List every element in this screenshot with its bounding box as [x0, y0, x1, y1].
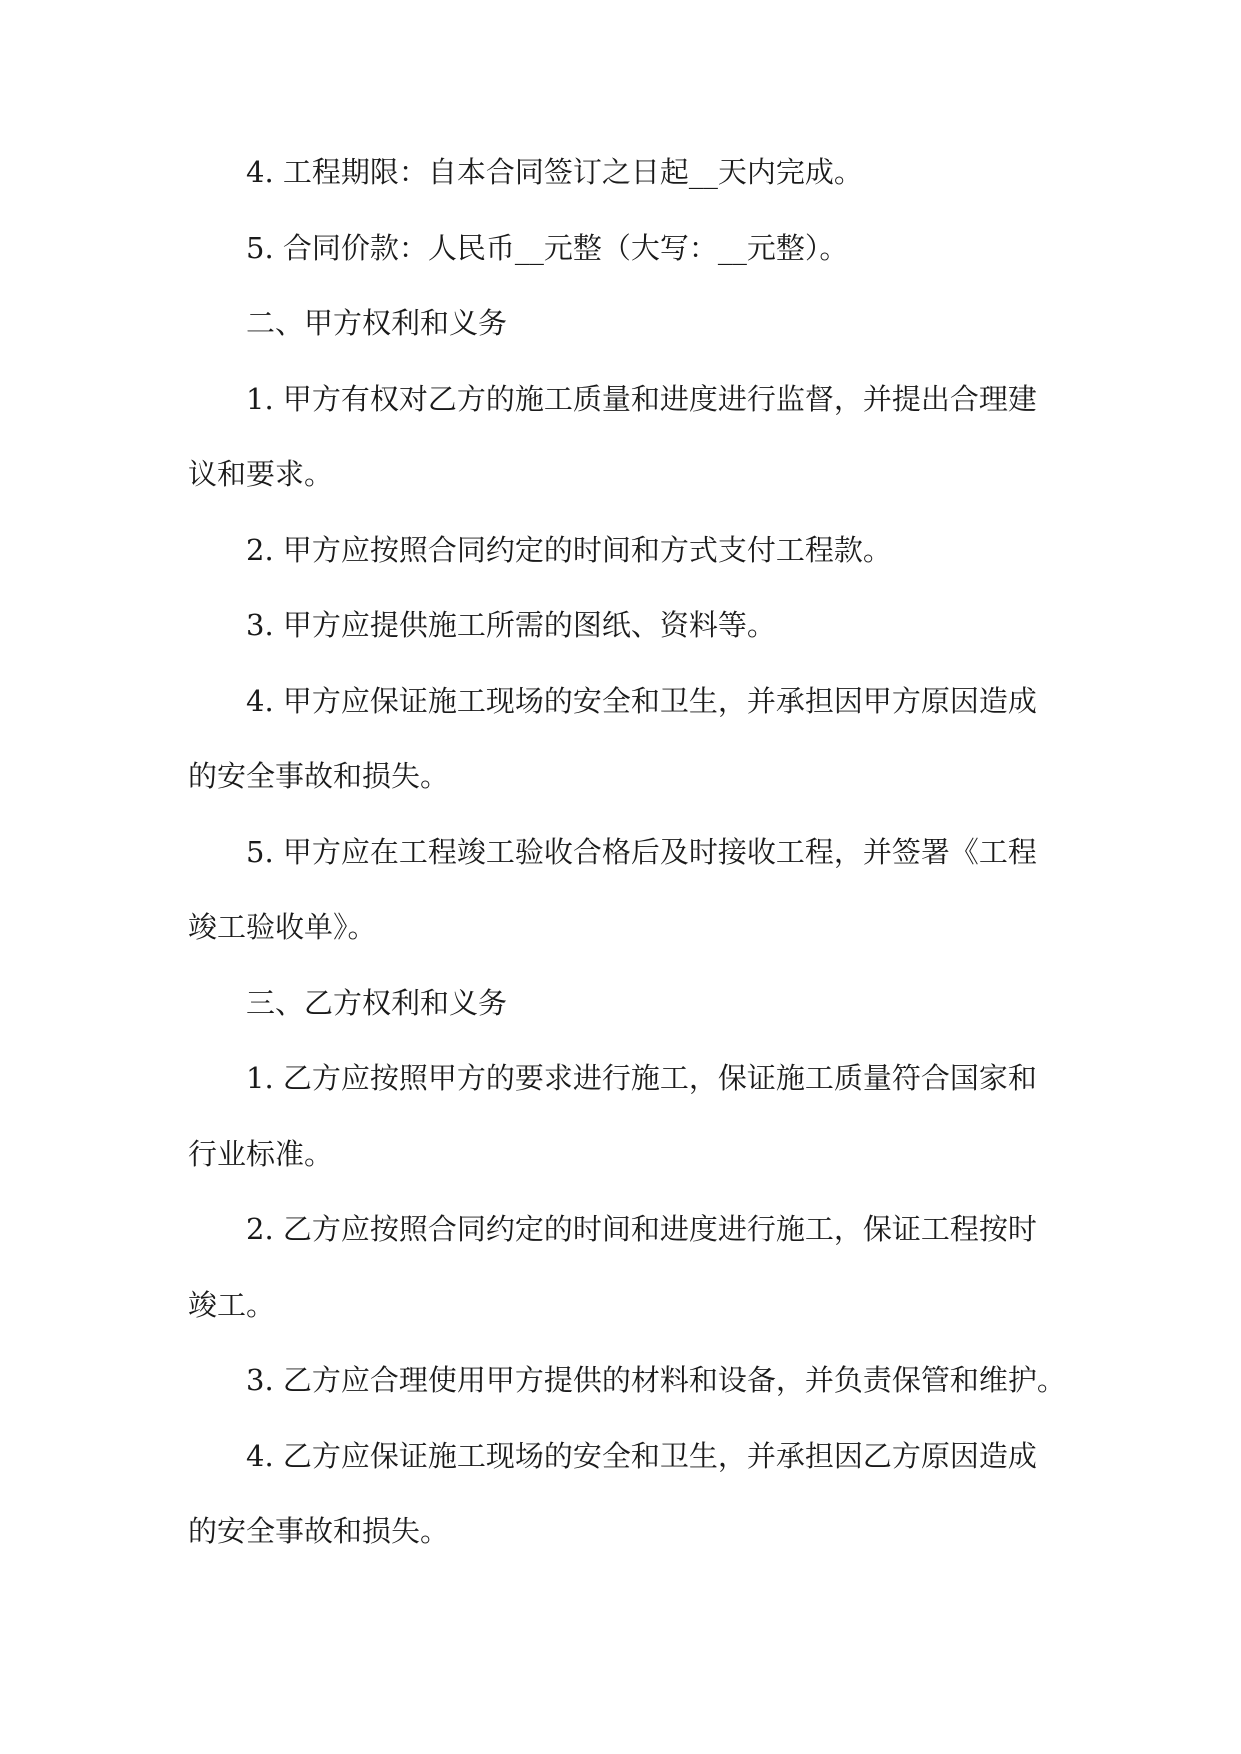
party-a-clause-2 — [188, 520, 1054, 596]
party-a-clause-1 — [188, 369, 1054, 445]
clause-text: 5. 甲方应在工程竣工验收合格后及时接收工程，并签署《工程 — [246, 834, 1037, 869]
clause-text: 3. 甲方应提供施工所需的图纸、资料等。 — [246, 608, 776, 642]
party-b-clause-2 — [188, 1199, 1054, 1275]
clause-4-duration — [188, 142, 1054, 218]
party-a-clause-3 — [188, 595, 1054, 671]
clause-text: 4. 甲方应保证施工现场的安全和卫生，并承担因甲方原因造成 — [246, 683, 1037, 718]
party-b-clause-1-continuation — [188, 1124, 1054, 1200]
party-a-clause-5 — [188, 822, 1054, 898]
clause-text: 2. 甲方应按照合同约定的时间和方式支付工程款。 — [246, 532, 892, 567]
clause-continuation-text: 行业标准。 — [188, 1136, 334, 1171]
party-a-clause-5-continuation — [188, 897, 1054, 973]
party-b-clause-4-continuation — [188, 1501, 1054, 1577]
clause-5-price — [188, 218, 1054, 294]
party-b-clause-2-continuation — [188, 1275, 1054, 1351]
clause-continuation-text: 的安全事故和损失。 — [188, 759, 450, 793]
section-heading-party-a — [188, 293, 1054, 369]
clause-text: 3. 乙方应合理使用甲方提供的材料和设备，并负责保管和维护。 — [246, 1363, 1066, 1397]
section-heading-text: 三、乙方权利和义务 — [246, 985, 508, 1020]
clause-continuation-text: 竣工验收单》。 — [188, 910, 377, 944]
party-a-clause-1-continuation — [188, 444, 1054, 520]
clause-text: 5. 合同价款：人民币__元整（大写：__元整）。 — [246, 230, 849, 265]
clause-text: 1. 甲方有权对乙方的施工质量和进度进行监督，并提出合理建 — [246, 381, 1037, 416]
section-heading-party-b — [188, 973, 1054, 1049]
clause-text: 4. 乙方应保证施工现场的安全和卫生，并承担因乙方原因造成 — [246, 1438, 1037, 1473]
document-body — [188, 142, 1066, 1577]
clause-continuation-text: 的安全事故和损失。 — [188, 1514, 450, 1548]
party-b-clause-3 — [188, 1350, 1066, 1426]
clause-text: 4. 工程期限：自本合同签订之日起__天内完成。 — [246, 155, 863, 189]
clause-text: 1. 乙方应按照甲方的要求进行施工，保证施工质量符合国家和 — [246, 1061, 1037, 1095]
clause-continuation-text: 议和要求。 — [188, 457, 334, 491]
party-a-clause-4-continuation — [188, 746, 1054, 822]
clause-text: 2. 乙方应按照合同约定的时间和进度进行施工，保证工程按时 — [246, 1212, 1037, 1246]
section-heading-text: 二、甲方权利和义务 — [246, 306, 508, 340]
party-b-clause-4 — [188, 1426, 1054, 1502]
clause-continuation-text: 竣工。 — [188, 1287, 276, 1322]
party-a-clause-4 — [188, 671, 1054, 747]
party-b-clause-1 — [188, 1048, 1054, 1124]
